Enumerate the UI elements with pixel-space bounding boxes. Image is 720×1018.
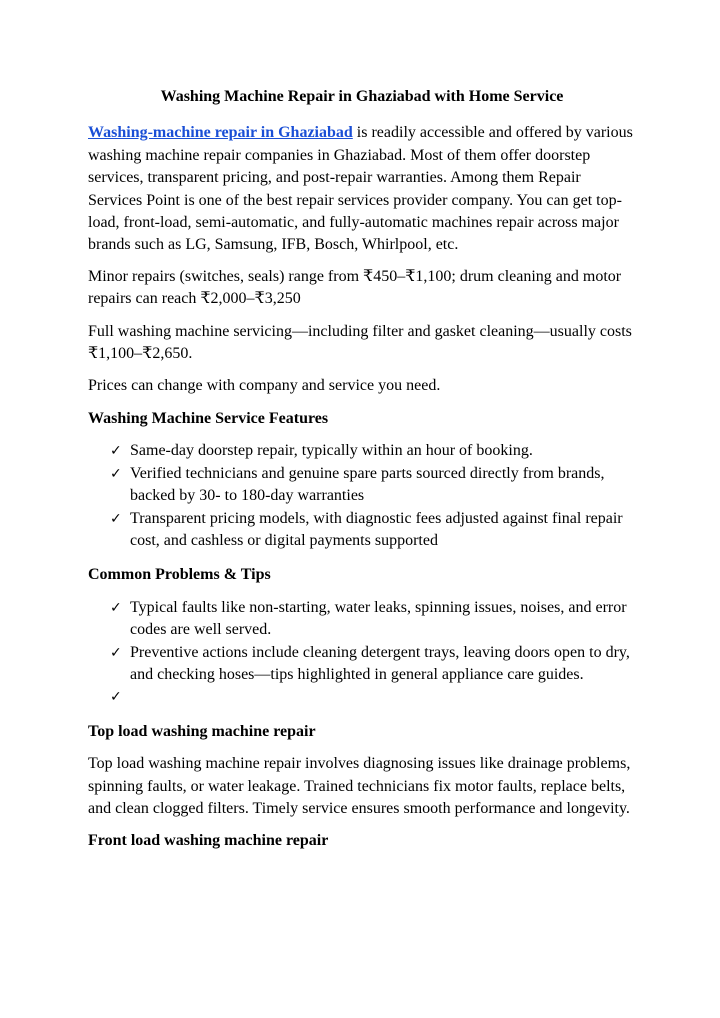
problems-list	[88, 597, 636, 709]
document-page	[88, 86, 636, 863]
minor-repairs-paragraph: Minor repairs (switches, seals) range from ₹450–₹1,100; drum cleaning and motor repairs can reach ₹2,000–₹3,250	[88, 267, 622, 308]
ghaziabad-repair-link[interactable]: Washing-machine repair in Ghaziabad	[88, 124, 353, 142]
list-item: ✓ Same-day doorstep repair, typically within an hour of booking.	[110, 440, 636, 462]
list-item: ✓ Preventive actions include cleaning detergent trays, leaving doors open to dry, and checking hoses—tips highlighted in general appliance care guides.	[110, 643, 630, 683]
page-title: Washing Machine Repair in Ghaziabad with Home Service	[160, 88, 564, 105]
top-load-paragraph: Top load washing machine repair involves diagnosing issues like drainage problems, spinning faults, or water leakage. Trained technicians fix motor faults, replace belts, and clean clogged filters. Timely service ensures smooth performance and longevity.	[88, 755, 631, 817]
list-item: ✓ Typical faults like non-starting, water leaks, spinning issues, noises, and error codes are well served.	[110, 598, 627, 639]
top-load-heading: Top load washing machine repair	[88, 722, 316, 740]
full-servicing-paragraph: Full washing machine servicing—including filter and gasket cleaning—usually costs ₹1,100–₹2,650.	[88, 322, 632, 363]
checkmark-icon: ✓	[110, 465, 122, 482]
checkmark-icon: ✓	[110, 510, 122, 527]
features-heading: Washing Machine Service Features	[88, 409, 329, 427]
list-item: ✓ Transparent pricing models, with diagnostic fees adjusted against final repair cost, and cashless or digital payments supported	[110, 509, 623, 549]
checkmark-icon: ✓	[110, 689, 122, 706]
checkmark-icon: ✓	[110, 443, 122, 460]
checkmark-icon: ✓	[110, 644, 122, 661]
list-item	[110, 686, 636, 708]
list-item: ✓ Verified technicians and genuine spare parts sourced directly from brands, backed by 30- to 180-day warranties	[110, 464, 605, 505]
intro-paragraph	[88, 122, 636, 256]
problems-heading: Common Problems & Tips	[88, 566, 271, 584]
prices-change-paragraph: Prices can change with company and service you need.	[88, 377, 441, 395]
checkmark-icon: ✓	[110, 599, 122, 616]
features-list	[88, 440, 636, 552]
intro-text: is readily accessible and offered by various washing machine repair companies in Ghaziabad. Most of them offer doorstep services, transparent pricing, and post-repair warranties. Among them Repair Services Point is one of the best repair services provider company. You can get top-load, front-load, semi-automatic, and fully-automatic machines repair across major brands such as LG, Samsung, IFB, Bosch, Whirlpool, etc.	[88, 124, 633, 254]
front-load-heading: Front load washing machine repair	[88, 832, 329, 850]
